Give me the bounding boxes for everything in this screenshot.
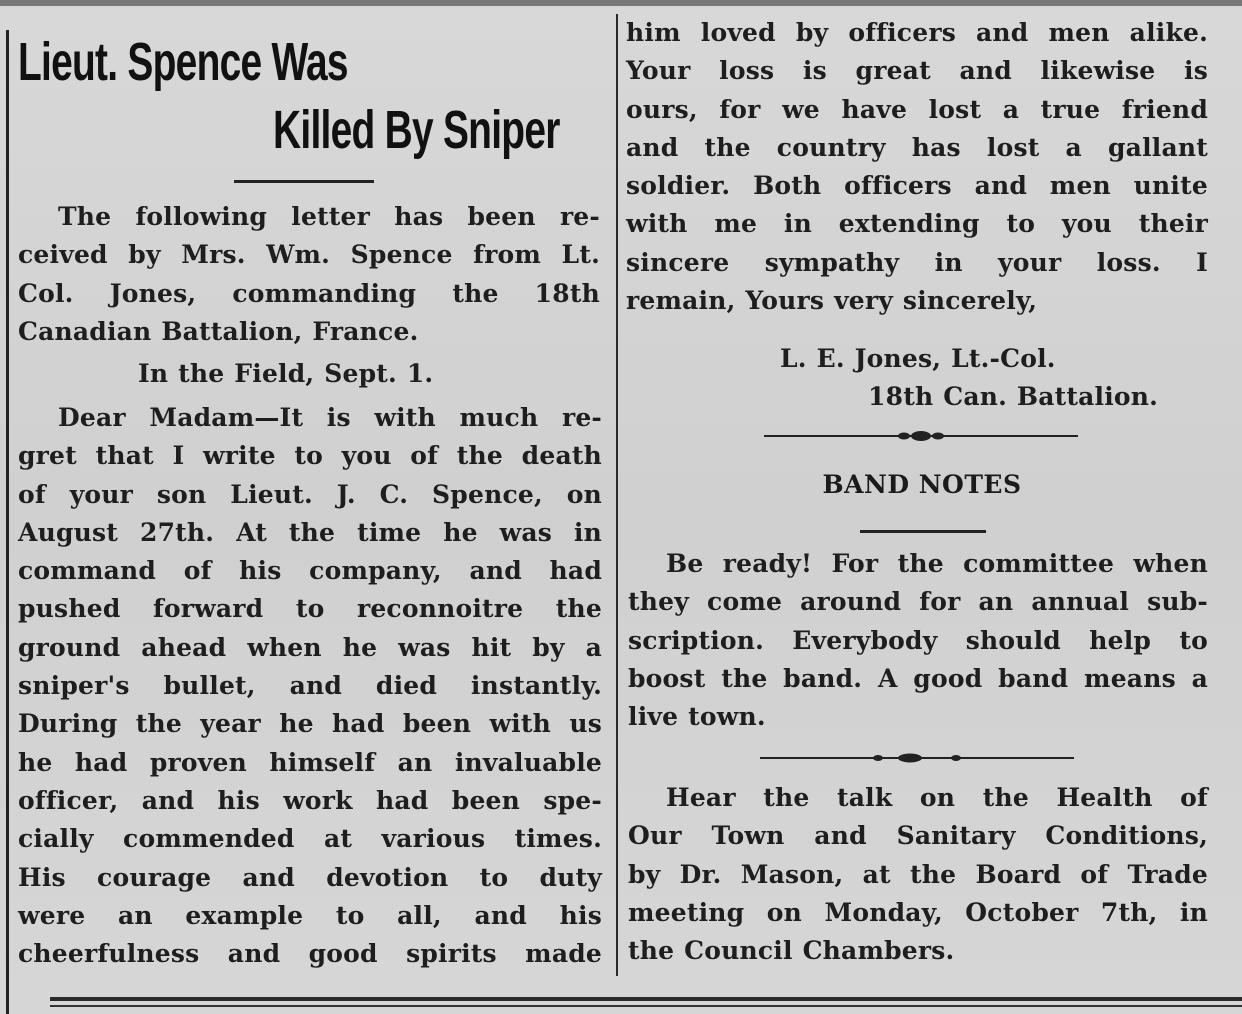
health-line: meeting on Monday, October 7th, in <box>628 897 1208 927</box>
ornament-divider-2 <box>760 750 1074 766</box>
letter-line: command of his company, and had <box>18 556 602 586</box>
dateline <box>138 355 558 393</box>
letter-line: Your loss is great and likewise is <box>626 56 1208 86</box>
left-border-rule <box>6 30 9 1014</box>
health-paragraph <box>628 779 1208 970</box>
band-paragraph <box>628 545 1208 736</box>
signature-name <box>780 340 1160 378</box>
intro-paragraph <box>18 198 600 351</box>
health-line: by Dr. Mason, at the Board of Trade <box>628 859 1208 889</box>
letter-line: ours, for we have lost a true friend <box>626 94 1208 124</box>
band-heading-separator <box>860 530 986 533</box>
letter-line: sincere sympathy in your loss. I <box>626 247 1208 277</box>
intro-line: Col. Jones, commanding the 18th <box>18 278 600 308</box>
letter-line: His courage and devotion to duty <box>18 862 602 892</box>
headline-separator <box>234 180 374 183</box>
letter-body <box>18 399 602 973</box>
letter-line: During the year he had been with us <box>18 709 602 739</box>
ornament-divider-1 <box>764 428 1078 444</box>
health-line: Hear the talk on the Health of <box>666 783 1208 812</box>
headline-line-1: Lieut. Spence Was <box>18 32 348 92</box>
band-notes-heading: BAND NOTES <box>822 470 1022 499</box>
letter-line: were an example to all, and his <box>18 900 602 930</box>
signature-unit <box>868 378 1208 416</box>
letter-continuation <box>626 14 1208 320</box>
band-line: live town. <box>628 702 766 732</box>
letter-line: soldier. Both officers and men unite <box>626 171 1208 201</box>
dateline-text: In the Field, Sept. 1. <box>138 359 434 388</box>
band-line: they come around for an annual sub- <box>628 587 1208 617</box>
intro-line: ceived by Mrs. Wm. Spence from Lt. <box>18 240 600 270</box>
bottom-border-rule-thin <box>50 1005 1242 1007</box>
band-line: Be ready! For the committee when <box>666 549 1208 578</box>
column-divider <box>616 14 618 976</box>
headline-line-2: Killed By Sniper <box>273 100 560 160</box>
letter-line: ground ahead when he was hit by a <box>18 632 602 662</box>
letter-line: Dear Madam—It is with much re- <box>58 403 602 432</box>
intro-line: Canadian Battalion, France. <box>18 316 419 346</box>
letter-line: he had proven himself an invaluable <box>18 747 602 777</box>
letter-line: cheerfulness and good spirits made <box>18 939 602 969</box>
signature-name-text: L. E. Jones, Lt.-Col. <box>780 344 1056 373</box>
letter-line: August 27th. At the time he was in <box>18 517 602 547</box>
letter-line: of your son Lieut. J. C. Spence, on <box>18 479 602 509</box>
letter-line: pushed forward to reconnoitre the <box>18 594 602 624</box>
letter-line: officer, and his work had been spe- <box>18 785 602 815</box>
bottom-border-rule <box>50 997 1242 1001</box>
band-line: scription. Everybody should help to <box>628 625 1208 655</box>
health-line: the Council Chambers. <box>628 936 955 966</box>
signature-unit-text: 18th Can. Battalion. <box>868 382 1159 411</box>
letter-line: and the country has lost a gallant <box>626 132 1208 162</box>
letter-line: remain, Yours very sincerely, <box>626 286 1038 316</box>
health-line: Our Town and Sanitary Conditions, <box>628 821 1208 851</box>
top-border-rule <box>0 0 1242 6</box>
intro-line: The following letter has been re- <box>58 202 600 231</box>
letter-line: cially commended at various times. <box>18 824 602 854</box>
letter-line: with me in extending to you their <box>626 209 1208 239</box>
letter-line: gret that I write to you of the death <box>18 441 602 471</box>
letter-line: him loved by officers and men alike. <box>626 18 1208 47</box>
letter-line: sniper's bullet, and died instantly. <box>18 671 602 701</box>
band-line: boost the band. A good band means a <box>628 663 1208 693</box>
